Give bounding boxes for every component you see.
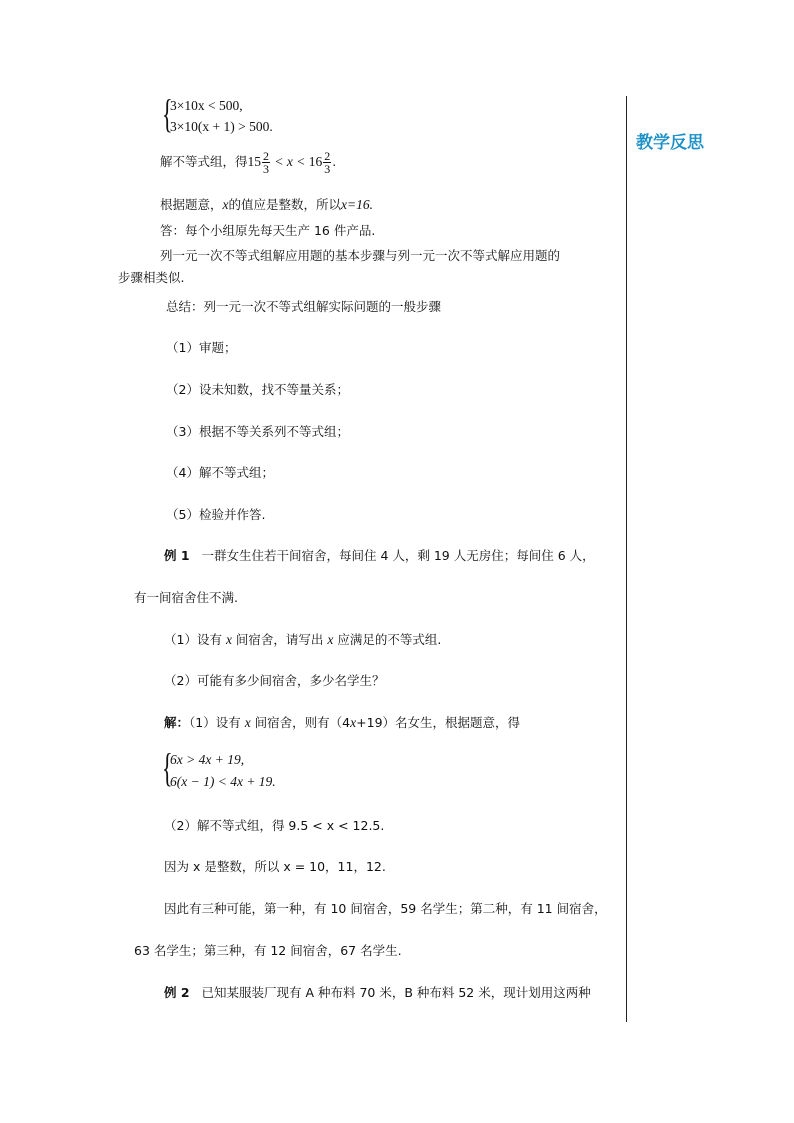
solve-mid: < x < bbox=[271, 154, 309, 169]
summary-title: 总结：列一元一次不等式组解实际问题的一般步骤 bbox=[166, 299, 442, 314]
solution-label: 解： bbox=[164, 715, 190, 730]
example1-question2: （2）可能有多少间宿舍，多少名学生？ bbox=[164, 673, 385, 688]
summary-step-2: （2）设未知数，找不等量关系； bbox=[166, 382, 349, 397]
solve-rhs-int: 16 bbox=[308, 154, 323, 169]
example1-label: 例 1 bbox=[164, 548, 190, 563]
system2-eq2: 6(x − 1) < 4x + 19. bbox=[170, 774, 276, 789]
solve-suffix: . bbox=[332, 154, 337, 169]
example2-label: 例 2 bbox=[164, 985, 190, 1000]
teaching-reflection-heading: 教学反思 bbox=[636, 133, 704, 153]
solve-lhs-int: 15 bbox=[247, 154, 262, 169]
summary-step-5: （5）检验并作答. bbox=[166, 507, 266, 522]
compare-paragraph-line1: 列一元一次不等式组解应用题的基本步骤与列一元一次不等式解应用题的 bbox=[160, 248, 561, 263]
example1-question1: （1）设有 x 间宿舍，请写出 x 应满足的不等式组. bbox=[164, 632, 442, 647]
integer-reasoning: 根据题意，x的值应是整数，所以x=16. bbox=[160, 197, 374, 212]
compare-paragraph-line2: 步骤相类似. bbox=[118, 270, 185, 285]
document-body bbox=[118, 0, 626, 1123]
example1-statement: 例 1 一群女生住若干间宿舍，每间住 4 人，剩 19 人无房住；每间住 6 人， bbox=[164, 548, 595, 563]
example1-conclusion-line1: 因此有三种可能，第一种，有 10 间宿舍，59 名学生；第二种，有 11 间宿舍， bbox=[164, 901, 607, 916]
example1-conclusion-line2: 63 名学生；第三种，有 12 间宿舍，67 名学生. bbox=[134, 943, 402, 958]
answer-line: 答：每个小组原先每天生产 16 件产品. bbox=[160, 223, 376, 238]
summary-step-4: （4）解不等式组； bbox=[166, 465, 274, 480]
solve-prefix: 解不等式组，得 bbox=[160, 154, 248, 169]
system-brace: { bbox=[162, 91, 173, 136]
example2-statement: 例 2 已知某服装厂现有 A 种布料 70 米，B 种布料 52 米，现计划用这两种 bbox=[164, 985, 591, 1000]
summary-step-1: （1）审题； bbox=[166, 340, 237, 355]
summary-step-3: （3）根据不等关系列不等式组； bbox=[166, 424, 349, 439]
example1-solution: 解：（1）设有 x 间宿舍，则有（4x+19）名女生，根据题意，得 bbox=[164, 715, 521, 730]
system1-eq1: 3×10x < 500, bbox=[170, 98, 243, 113]
system1-eq2: 3×10(x + 1) > 500. bbox=[170, 119, 273, 134]
fraction-lhs: $\frac{2}{3}$ bbox=[263, 149, 270, 176]
solve-inequality-line bbox=[160, 150, 336, 175]
example1-statement-cont: 有一间宿舍住不满. bbox=[134, 590, 238, 605]
example1-solution-step2: （2）解不等式组，得 9.5 < x < 12.5. bbox=[164, 818, 385, 833]
system2-eq1: 6x > 4x + 19, bbox=[170, 752, 245, 767]
margin-divider bbox=[626, 96, 627, 1022]
system-brace-2: { bbox=[162, 745, 173, 790]
example1-solution-step3: 因为 x 是整数，所以 x = 10，11，12. bbox=[164, 859, 386, 874]
fraction-rhs: $\frac{2}{3}$ bbox=[324, 149, 331, 176]
